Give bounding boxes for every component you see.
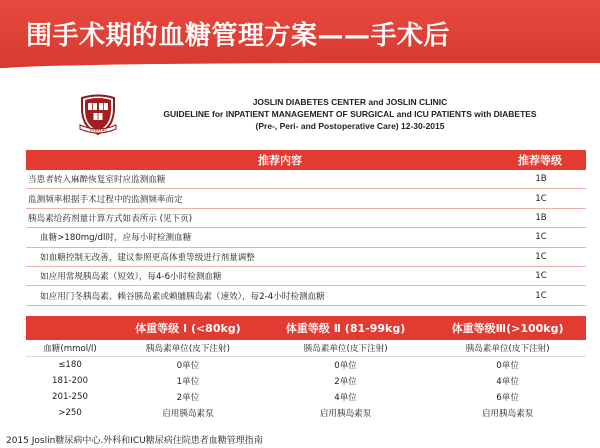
title-banner: [0, 0, 600, 68]
harvard-shield-icon: [78, 92, 118, 136]
recommendation-level: 1C: [494, 228, 586, 247]
dose-cell: 0单位: [334, 361, 357, 371]
logo-motto: VERITAS: [89, 127, 107, 133]
table-row: [26, 405, 586, 421]
recommendation-text: 胰岛素给药剂量计算方式如表所示 (见下页): [26, 208, 494, 227]
dose-cell: 0单位: [176, 361, 200, 371]
header-level: 推荐等级: [494, 150, 586, 170]
dose-cell: 启用胰岛素泵: [481, 409, 534, 419]
dosing-table: [26, 316, 586, 421]
table-row: [26, 208, 586, 227]
dose-cell: 2单位: [334, 377, 357, 387]
recommendation-text: 当患者转入麻醉恢复室时应监测血糖: [26, 170, 494, 189]
recommendation-text: 如应用门冬胰岛素、赖谷胰岛素或赖脯胰岛素（速效），每2-4小时检测血糖: [26, 286, 494, 305]
glucose-range: >250: [58, 408, 82, 418]
units-column-label: 胰岛素单位(皮下注射): [429, 340, 586, 357]
recommendation-table: [26, 150, 586, 306]
dosing-header-weight-3: 体重等级Ⅲ(>100kg): [429, 316, 586, 340]
header-content: 推荐内容: [26, 150, 494, 170]
recommendation-text: 如血糖控制无改善，建议参照更高体重等级进行剂量调整: [26, 247, 494, 266]
glucose-column-label: 血糖(mmol/l): [26, 340, 114, 357]
guideline-header: [150, 96, 550, 132]
dose-cell: 0单位: [496, 361, 519, 371]
table-row: [26, 286, 586, 305]
recommendation-level: 1B: [494, 208, 586, 227]
recommendation-level: 1C: [494, 247, 586, 266]
dosing-header-blank: [26, 316, 114, 340]
dose-cell: 4单位: [496, 377, 519, 387]
guideline-line-2: GUIDELINE for INPATIENT MANAGEMENT OF SURGICAL and ICU PATIENTS with DIABETES: [163, 109, 537, 119]
table-row: [26, 266, 586, 285]
units-column-label: 胰岛素单位(皮下注射): [114, 340, 262, 357]
table-row: [26, 389, 586, 405]
dose-cell: 2单位: [176, 393, 200, 403]
glucose-range: ≤180: [58, 360, 82, 370]
recommendation-text: 血糖>180mg/dl时，应每小时检测血糖: [26, 228, 494, 247]
dose-cell: 4单位: [334, 393, 357, 403]
guideline-line-3: (Pre-, Peri- and Postoperative Care) 12-30-2015: [255, 121, 445, 131]
glucose-range: 201-250: [52, 392, 88, 402]
guideline-line-1: JOSLIN DIABETES CENTER and JOSLIN CLINIC: [252, 97, 448, 107]
dosing-subheader-row: [26, 340, 586, 357]
dosing-header-weight-1: 体重等级 Ⅰ (<80kg): [114, 316, 262, 340]
dose-cell: 启用胰岛素泵: [162, 409, 214, 419]
dosing-header-weight-2: 体重等级 Ⅱ (81-99kg): [262, 316, 429, 340]
banner-swoosh: [0, 63, 600, 69]
table-row: [26, 357, 586, 374]
harvard-shield-graphic: [78, 92, 118, 136]
units-column-label: 胰岛素单位(皮下注射): [262, 340, 429, 357]
table-row: [26, 247, 586, 266]
dose-cell: 启用胰岛素泵: [319, 409, 372, 419]
dosing-header-row: [26, 316, 586, 340]
table-row: [26, 189, 586, 208]
recommendation-text: 如应用常规胰岛素（短效），每4-6小时检测血糖: [26, 266, 494, 285]
recommendation-level: 1B: [494, 170, 586, 189]
recommendation-level: 1C: [494, 286, 586, 305]
table-row: [26, 228, 586, 247]
table-row: [26, 373, 586, 389]
glucose-range: 181-200: [52, 376, 88, 386]
recommendation-text: 监测频率根据手术过程中的监测频率而定: [26, 189, 494, 208]
recommendation-level: 1C: [494, 266, 586, 285]
slide-title: 围手术期的血糖管理方案——手术后: [26, 21, 451, 51]
dose-cell: 6单位: [496, 393, 519, 403]
table-row: [26, 170, 586, 189]
source-footnote: 2015 Joslin糖尿病中心.外科和ICU糖尿病住院患者血糖管理指南: [6, 436, 263, 446]
recommendation-header-row: [26, 150, 586, 170]
recommendation-level: 1C: [494, 189, 586, 208]
dose-cell: 1单位: [176, 377, 200, 387]
